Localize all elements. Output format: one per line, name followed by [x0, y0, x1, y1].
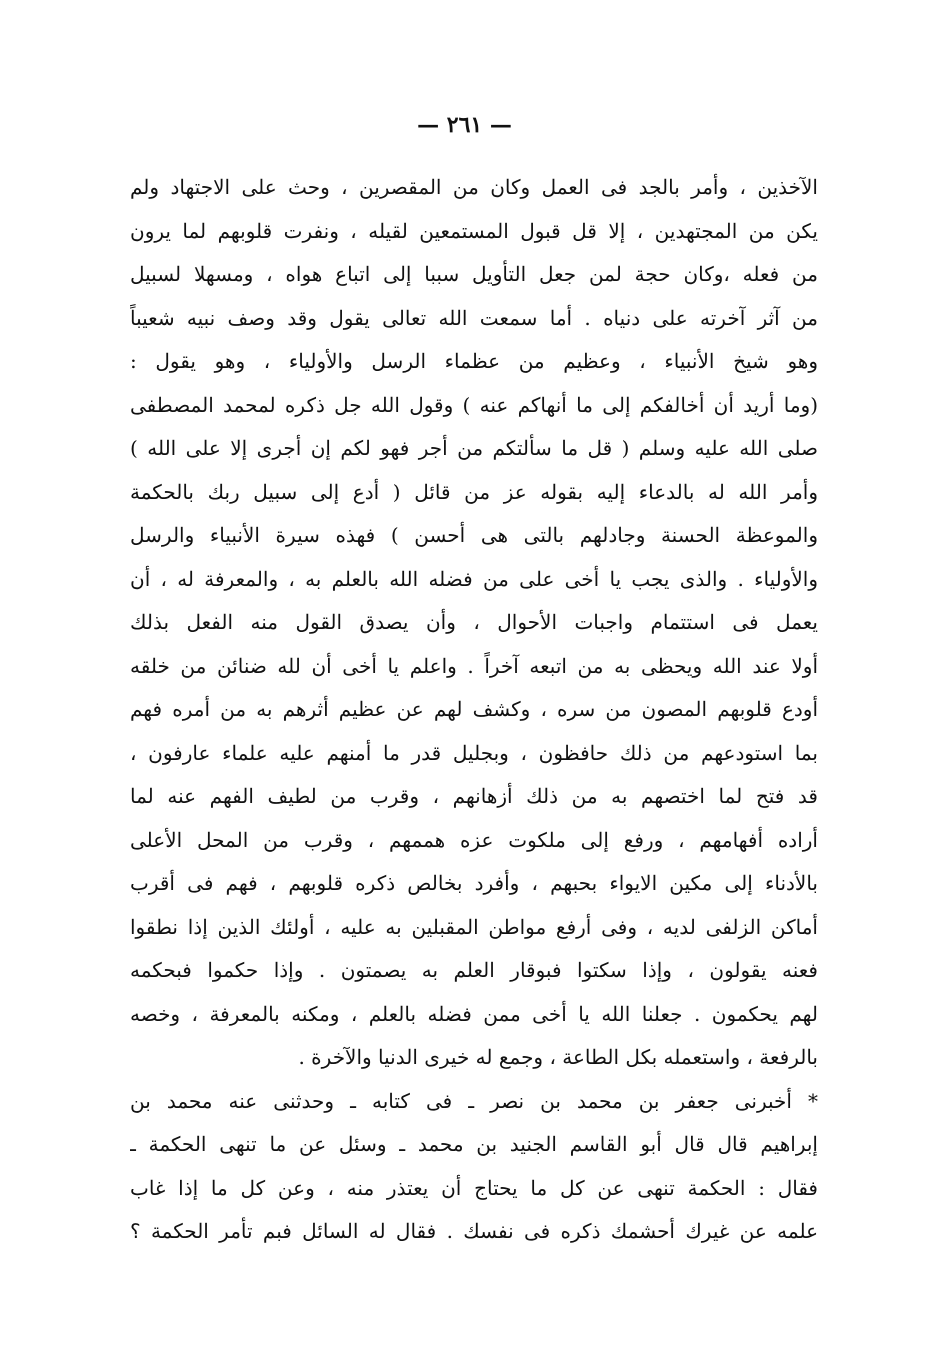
text-line: من آثر آخرته على دنياه . أما سمعت الله تعالى يقول وقد وصف نبيه شعيباً — [130, 305, 818, 330]
text-line: والموعظة الحسنة وجادلهم بالتى هى أحسن ) فهذه سيرة الأنبياء والرسل — [130, 523, 818, 547]
text-line: من فعله ،وكان حجة لمن جعل التأويل سببا إلى اتباع هواه ، ومسهلا لسبيل — [130, 262, 818, 286]
text-line: بالأدناء إلى مكين الايواء بحبهم ، وأفرد بخالص ذكره قلوبهم ، فهم فى أقرب — [130, 871, 818, 895]
text-line: وأمر الله له بالدعاء إليه بقوله عز من قائل ( أدع إلى سبيل ربك بالحكمة — [130, 479, 818, 504]
text-line: صلى الله عليه وسلم ( قل ما سألتكم من أجر فهو لكم إن أجرى إلا على الله ) — [130, 436, 818, 460]
body-text — [130, 166, 818, 1254]
text-line: إبراهيم قال قال أبو القاسم الجنيد بن محمد ـ وسئل عن ما تنهى الحكمة ـ — [130, 1132, 818, 1156]
text-line: يعمل فى استتمام واجبات الأحوال ، وأن يصدق القول منه الفعل بذلك — [130, 610, 818, 634]
text-line: علمه عن غيرك أحشمك ذكره فى نفسك . فقال له السائل فبم تأمر الحكمة ؟ — [130, 1219, 818, 1243]
text-line: (وما أريد أن أخالفكم إلى ما أنهاكم عنه ) وقول الله جل ذكره لمحمد المصطفى — [130, 392, 818, 417]
text-line: وهو شيخ الأنبياء ، وعظيم من عظماء الرسل والأولياء ، وهو يقول : — [130, 349, 818, 373]
text-line: أماكن الزلفى لديه ، وفى أرفع مواطن المقبلين به عليه ، أولئك الذين إذا نطقوا — [130, 914, 818, 939]
text-line: * أخبرنى جعفر بن محمد بن نصر ـ فى كتابه ـ وحدثنى عنه محمد بن — [130, 1088, 818, 1113]
text-line: أراده أفهامهم ، ورفع إلى ملكوت عزه هممهم ، وقرب من المحل الأعلى — [130, 827, 818, 852]
text-line: قد فتح لما اختصهم به من ذلك أزهانهم ، وقرب من لطيف الفهم عنه لما — [130, 784, 818, 808]
text-line: فقال : الحكمة تنهى عن كل ما يحتاج أن يعتذر منه ، وعن كل ما إذا غاب — [130, 1175, 818, 1200]
text-line: أودع قلوبهم المصون من سره ، وكشف لهم عن عظيم أثرهم به من أمره فهم — [130, 697, 818, 721]
paragraph-end-line: بالرفعة ، واستعمله بكل الطاعة ، وجمع له خيرى الدنيا والآخرة . — [298, 1045, 818, 1069]
text-line: بما استودعهم من ذلك حافظون ، وبجليل قدر ما أمنهم عليه علماء عارفون ، — [130, 740, 818, 765]
text-line: لهم يحكمون . جعلنا الله يا أخى ممن فضله بالعلم ، ومكنه بالمعرفة ، وخصه — [130, 1001, 818, 1026]
text-line: يكن من المجتهدين ، إلا قل قبول المستمعين لقيله ، ونفرت قلوبهم لما يرون — [130, 218, 818, 243]
text-line: أولا عند الله ويحظى به من اتبعه آخراً . واعلم يا أخى أن لله ضنائن من خلقه — [130, 653, 818, 678]
text-line: الآخذين ، وأمر بالجد فى العمل وكان من المقصرين ، وحث على الاجتهاد ولم — [130, 175, 818, 199]
page-number: — ٢٦١ — — [417, 112, 512, 138]
text-line: والأولياء . والذى يجب يا أخى على من فضله الله بالعلم به ، والمعرفة له ، أن — [130, 566, 818, 591]
text-line: فعنه يقولون ، وإذا سكتوا فبوقار العلم به يصمتون . وإذا حكموا فبحكمه — [130, 958, 818, 982]
